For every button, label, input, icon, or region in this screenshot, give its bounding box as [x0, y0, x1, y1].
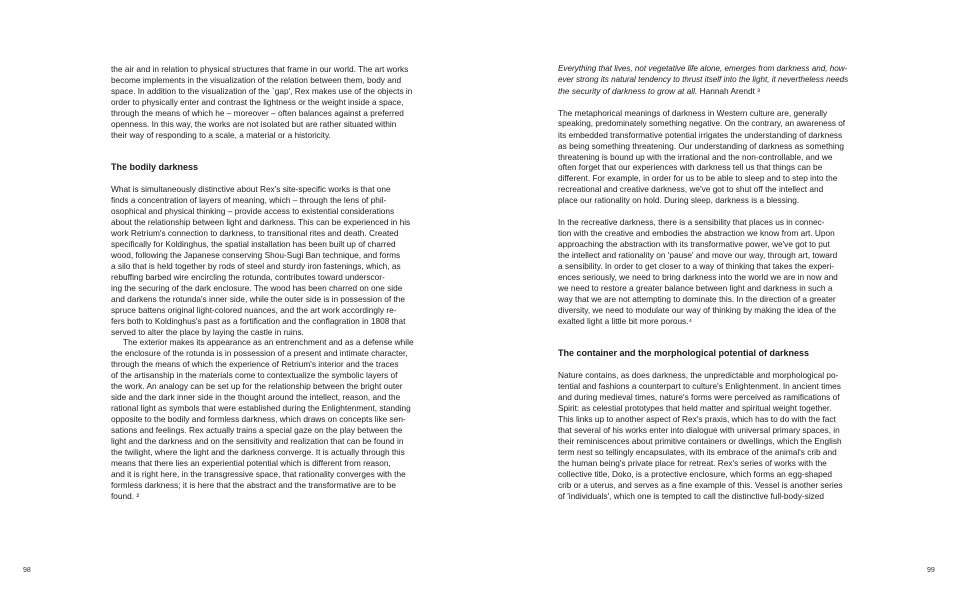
text-line: Nature contains, as does darkness, the unpredictable and morphological po- — [558, 370, 839, 381]
text-line: order to physically enter and contrast the lightness or the weight inside a space, — [111, 96, 404, 107]
text-line: fers both to Koldinghus's past as a fortification and the conflagration in 1808 that — [111, 315, 406, 326]
text-line: ences seriously, we need to bring darkness into the world we are in now and — [558, 271, 838, 282]
text-line: recreational and creative darkness, we've got to shut off the intellect and — [558, 184, 824, 195]
text-line: rational light as symbols that were established during the Enlightenment, standing — [111, 403, 411, 414]
text-line: the enclosure of the rotunda is in possession of a present and intimate character, — [111, 348, 408, 359]
text-line: found. ² — [111, 490, 140, 501]
text-line: through the means of which the experience of Retrium's interior and the traces — [111, 359, 399, 370]
text-line: The metaphorical meanings of darkness in Western culture are, generally — [558, 107, 828, 118]
section-heading: The bodily darkness — [111, 162, 199, 173]
text-line: finds a concentration of layers of meaning, which – through the lens of phil- — [111, 195, 387, 206]
text-line: speaking, predominately something negative. On the contrary, an awareness of — [558, 118, 846, 128]
text-line: specifically for Koldinghus, the spatial installation has been built up of charred — [111, 239, 396, 250]
quote-line: Everything that lives, not vegetative life alone, emerges from darkness and, how- — [558, 64, 848, 73]
text-line: their way of responding to a scale, a material or a historicity. — [111, 129, 331, 140]
text-line: openness. In this way, the works are not isolated but are rather situated within — [111, 118, 397, 129]
text-line: its embedded transformative potential irrigates the understanding of darkness — [558, 129, 843, 140]
text-line: through the means of which he – moreover – often balances against a preferred — [111, 107, 404, 118]
text-line: tion with the creative and embodies the abstraction we know from art. Upon — [558, 228, 835, 239]
text-line: term nest so tellingly encapsulates, with its embrace of the animal's crib and — [558, 446, 837, 457]
text-line: a silo that is held together by rods of steel and sturdy iron fastenings, which, as — [111, 260, 401, 271]
text-line: In the recreative darkness, there is a sensibility that places us in connec- — [558, 217, 825, 228]
text-line: a sensibility. In order to get closer to a way of thinking that takes the experi- — [558, 260, 835, 271]
section-heading: The container and the morphological potential of darkness — [558, 348, 810, 359]
text-line: served to alter the place by laying the castle in ruins. — [111, 326, 304, 337]
text-line: and during medieval times, nature's forms were perceived as ramifications of — [558, 392, 840, 403]
text-line: their reminiscences about primitive containers or dwellings, which the English — [558, 435, 842, 446]
left-page-text — [111, 64, 416, 502]
page-number-left: 98 — [23, 567, 31, 574]
text-line: threatening is bound up with the irrational and the non-controllable, and we — [558, 151, 833, 162]
text-line: the human being's private place for retreat. Rex's series of works with the — [558, 457, 827, 468]
text-line: means that there lies an experiential potential which is different from reason, — [111, 457, 391, 468]
text-line: What is simultaneously distinctive about Rex's site-specific works is that one — [111, 184, 391, 195]
quote-line — [558, 86, 848, 97]
text-line: as being something threatening. Our understanding of darkness as something — [558, 140, 844, 151]
text-line: place our rationality on hold. During sleep, darkness is a blessing. — [558, 195, 800, 206]
text-line: osophical and physical thinking – provide access to existential considerations — [111, 206, 395, 217]
text-line: tential and fashions a counterpart to culture's Enlightenment. In ancient times — [558, 381, 841, 392]
text-line: diversity, we need to modulate our way of thinking by making the idea of the — [558, 304, 836, 315]
text-line: The exterior makes its appearance as an entrenchment and as a defense while — [123, 337, 414, 348]
text-line: exalted light a little bit more porous.⁴ — [558, 315, 693, 326]
text-line: often forget that our experiences with darkness tell us that things can be — [558, 162, 823, 173]
text-line: become implements in the visualization of the relation between them, body and — [111, 74, 402, 85]
text-line: collective title, Doko, is a protective enclosure, which forms an egg-shaped — [558, 468, 832, 479]
text-line: opposite to the bodily and formless darkness, which draws on concepts like sen- — [111, 414, 406, 425]
text-line: approaching the abstraction with its transformative power, we've got to put — [558, 239, 830, 249]
text-line: and darkens the rotunda's inner side, while the outer side is in possession of the — [111, 293, 405, 304]
text-line: the twilight, where the light and the darkness converge. It is actually through this — [111, 446, 405, 457]
quote-text: the security of darkness to grow at all. — [558, 85, 698, 96]
text-line: spruce battens original light-colored nuances, and the art work accordingly re- — [111, 304, 397, 315]
text-line: way that we are not attempting to dominate this. In the direction of a greater — [558, 293, 836, 304]
text-line: that several of his works enter into dialogue with universal primary spaces, in — [558, 424, 840, 435]
text-line: space. In addition to the visualization of the `gap', Rex makes use of the objects in — [111, 85, 413, 96]
epigraph-quote — [558, 64, 848, 97]
text-line: work Retrium's connection to darkness, to transitional rites and death. Created — [111, 228, 399, 239]
paragraph-2 — [111, 337, 416, 501]
text-line: side and the dark inner side in the thought around the intellect, reason, and the — [111, 392, 401, 403]
text-line: Spirit: as celestial prototypes that held matter and spiritual weight together. — [558, 403, 832, 414]
page-number-right: 99 — [927, 567, 935, 574]
text-line: the work. An analogy can be set up for the relationship between the bright outer — [111, 381, 403, 392]
text-line: rebuffing barbed wire encircling the rotunda, contributes toward underscor- — [111, 271, 385, 282]
text-line: we need to restore a greater balance between light and darkness in such a — [558, 282, 833, 293]
text-line: wood, following the Japanese conserving Shou-Sugi Ban technique, and forms — [111, 249, 401, 260]
right-page-text — [558, 64, 848, 502]
quote-author: Hannah Arendt ³ — [699, 85, 761, 96]
text-line: ing the securing of the dark enclosure. The wood has been charred on one side — [111, 282, 403, 293]
text-line: This links up to another aspect of Rex's praxis, which has to do with the fact — [558, 414, 836, 425]
text-line: sations and feelings. Rex actually trains a special gaze on the play between the — [111, 424, 403, 435]
text-line: of 'individuals', which one is tempted to call the distinctive full-body-sized — [558, 490, 825, 501]
paragraph-1 — [558, 108, 848, 206]
text-line: formless darkness; it is here that the abstract and the transformative are to be — [111, 479, 396, 490]
text-line: the intellect and rationality on 'pause' and move our way, through art, toward — [558, 249, 838, 260]
text-line: different. For example, in order for us to be able to sleep and to step into the — [558, 173, 838, 184]
paragraph-1 — [111, 184, 416, 337]
intro-paragraph — [111, 64, 416, 141]
text-line: the air and in relation to physical structures that frame in our world. The art works — [111, 64, 409, 74]
text-line: light and the darkness and on the sensitivity and realization that can be found in — [111, 435, 404, 446]
paragraph-3 — [558, 370, 848, 501]
text-line: of the artisanship in the materials come to contextualize the symbolic layers of — [111, 370, 398, 381]
text-line: and it is right here, in the transgressive space, that rationality converges with the — [111, 468, 406, 479]
quote-line: ever strong its natural tendency to thrust itself into the light, it nevertheless needs — [558, 74, 849, 84]
text-line: about the relationship between light and darkness. This can be experienced in his — [111, 217, 411, 228]
paragraph-2 — [558, 217, 848, 326]
text-line: crib or a uterus, and serves as a fine example of this. Vessel is another series — [558, 479, 843, 490]
